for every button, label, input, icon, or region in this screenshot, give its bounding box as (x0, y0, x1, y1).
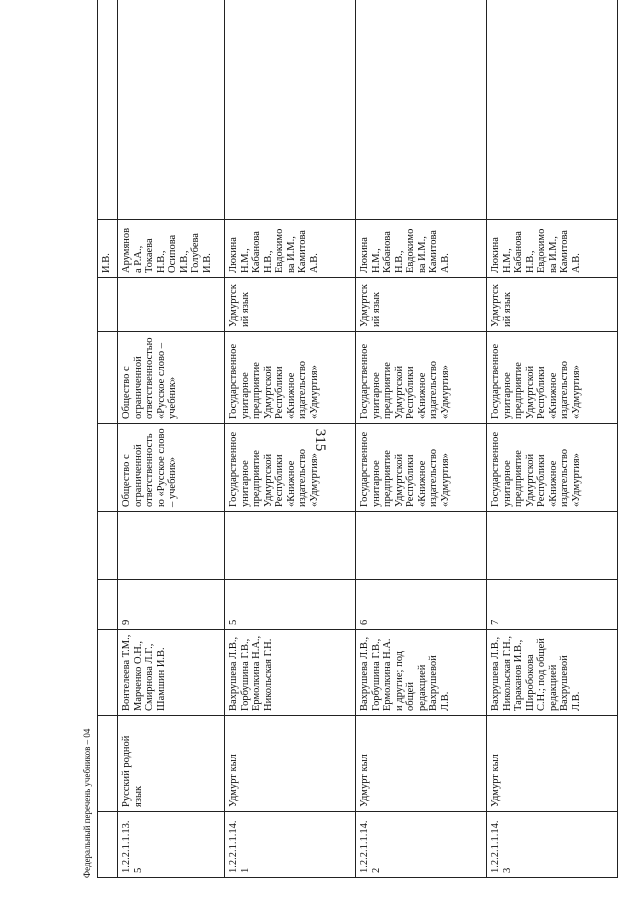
empty-cell-cell (225, 512, 356, 580)
table-header-row (98, 0, 118, 878)
language-cell: Удмуртский язык (487, 278, 618, 332)
empty-cell-cell (487, 512, 618, 580)
rotated-table-frame (97, 0, 617, 878)
table-row (356, 0, 487, 878)
subject-cell: Удмурт кыл (487, 716, 618, 812)
reviewers-cell: Арумянова Р.А., Токаева Н.В., Осипова И.В., Голубева И.В. (118, 220, 225, 278)
page-number: 315 (312, 428, 328, 452)
publisher-cell: Государственное унитарное предприятие Удмуртской Республики «Книжное издательство «Удмуртия» (225, 424, 356, 512)
header-cell (98, 812, 118, 878)
table-row (487, 0, 618, 878)
grade-cell: 6 (356, 580, 487, 630)
empty-cell-cell (487, 0, 618, 220)
subject-cell: Русский родной язык (118, 716, 225, 812)
item-number-cell: 1.2.2.1.1.14.2 (356, 812, 487, 878)
language-cell (118, 278, 225, 332)
header-cell (98, 424, 118, 512)
item-number-cell: 1.2.2.1.1.13.5 (118, 812, 225, 878)
header-cell (98, 580, 118, 630)
empty-cell-cell (118, 512, 225, 580)
publisher-cell: Государственное унитарное предприятие Удмуртской Республики «Книжное издательство «Удмуртия» (356, 424, 487, 512)
header-cell (98, 278, 118, 332)
rights-holder-cell: Государственное унитарное предприятие Удмуртской Республики «Книжное издательство «Удмуртия» (225, 332, 356, 424)
grade-cell: 9 (118, 580, 225, 630)
authors-cell: Вонтелеева Т.М., Марченко О.Н., Смирнова Л.Г., Шамшин И.В. (118, 630, 225, 716)
item-number-cell: 1.2.2.1.1.14.3 (487, 812, 618, 878)
rights-holder-cell: Государственное унитарное предприятие Удмуртской Республики «Книжное издательство «Удмуртия» (356, 332, 487, 424)
item-number-cell: 1.2.2.1.1.14.1 (225, 812, 356, 878)
reviewers-cell: Люкина Н.М., Кабанова Н.В., Евдокимова И.М., Камитова А.В. (225, 220, 356, 278)
header-cell (98, 332, 118, 424)
header-cell (98, 716, 118, 812)
empty-cell-cell (356, 0, 487, 220)
header-cell-reviewers: И.В. (98, 220, 118, 278)
empty-cell-cell (118, 0, 225, 220)
table-row (118, 0, 225, 878)
grade-cell: 7 (487, 580, 618, 630)
rights-holder-cell: Общество с ограниченной ответственностью «Русское слово – учебник» (118, 332, 225, 424)
rights-holder-cell: Государственное унитарное предприятие Удмуртской Республики «Книжное издательство «Удмуртия» (487, 332, 618, 424)
header-cell (98, 630, 118, 716)
header-cell (98, 0, 118, 220)
grade-cell: 5 (225, 580, 356, 630)
publisher-cell: Государственное унитарное предприятие Удмуртской Республики «Книжное издательство «Удмуртия» (487, 424, 618, 512)
reviewers-cell: Люкина Н.М., Кабанова Н.В., Евдокимова И.М., Камитова А.В. (356, 220, 487, 278)
header-cell (98, 512, 118, 580)
language-cell: Удмуртский язык (356, 278, 487, 332)
subject-cell: Удмурт кыл (225, 716, 356, 812)
empty-cell-cell (356, 512, 487, 580)
subject-cell: Удмурт кыл (356, 716, 487, 812)
authors-cell: Вахрушева Л.В., Никольская Г.Н., Тараканов И.В., Широбокова С.Н.; под общей редакцией Вахрушевой Л.В. (487, 630, 618, 716)
footer-note: Федеральный перечень учебников – 04 (82, 728, 92, 878)
language-cell: Удмуртский язык (225, 278, 356, 332)
reviewers-cell: Люкина Н.М., Кабанова Н.В., Евдокимова И.М., Камитова А.В. (487, 220, 618, 278)
authors-cell: Вахрушева Л.В., Горбушина Г.В., Ермолкина Н.А., Никольская Г.Н. (225, 630, 356, 716)
textbook-register-table (97, 0, 618, 878)
empty-cell-cell (225, 0, 356, 220)
publisher-cell: Общество с ограниченной ответственностью «Русское слово – учебник» (118, 424, 225, 512)
table-row (225, 0, 356, 878)
authors-cell: Вахрушева Л.В., Горбушина Г.В., Ермолкина Н.А. и другие; под общей редакцией Вахрушевой Л.В. (356, 630, 487, 716)
